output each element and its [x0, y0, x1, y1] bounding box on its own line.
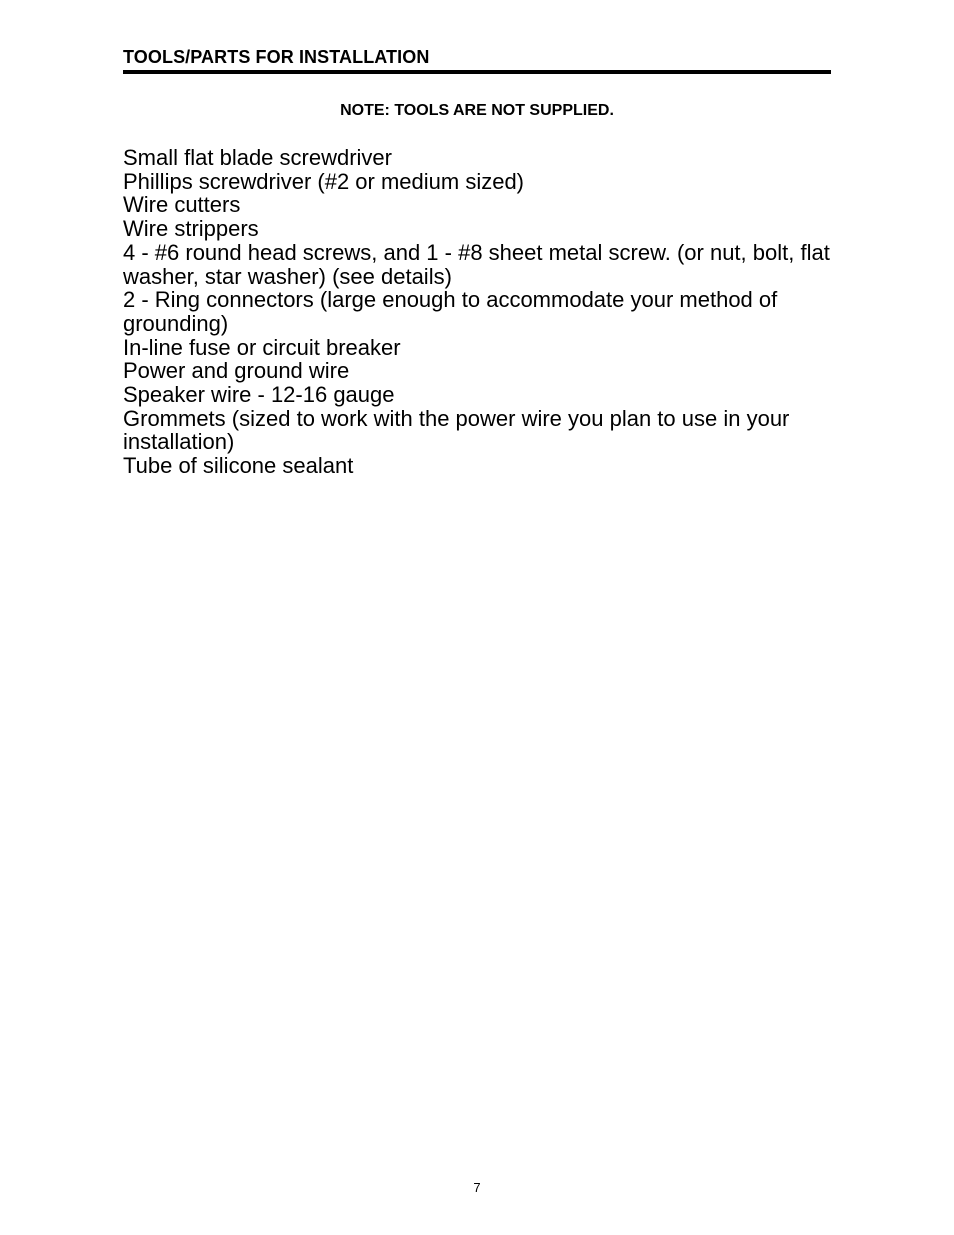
section-title: TOOLS/PARTS FOR INSTALLATION	[123, 47, 430, 67]
list-item: 2 - Ring connectors (large enough to accommodate your method of grounding)	[123, 287, 778, 336]
section-header	[123, 46, 831, 74]
list-item: Power and ground wire	[123, 358, 350, 384]
list-item: 4 - #6 round head screws, and 1 - #8 sheet metal screw. (or nut, bolt, flat washer, star washer) (see details)	[123, 239, 830, 289]
list-item: In-line fuse or circuit breaker	[123, 334, 401, 360]
list-item: Speaker wire - 12-16 gauge	[123, 382, 395, 408]
tools-parts-list	[123, 146, 835, 478]
list-item: Wire cutters	[123, 192, 241, 218]
list-item: Phillips screwdriver (#2 or medium sized)	[123, 168, 525, 194]
list-item: Wire strippers	[123, 216, 259, 242]
list-item: Tube of silicone sealant	[123, 453, 354, 479]
note-text: NOTE: TOOLS ARE NOT SUPPLIED.	[340, 102, 614, 119]
section-divider	[123, 70, 831, 74]
list-item: Grommets (sized to work with the power wire you plan to use in your installation)	[123, 405, 790, 455]
list-item: Small flat blade screwdriver	[123, 145, 392, 170]
page-number: 7	[473, 1180, 481, 1195]
